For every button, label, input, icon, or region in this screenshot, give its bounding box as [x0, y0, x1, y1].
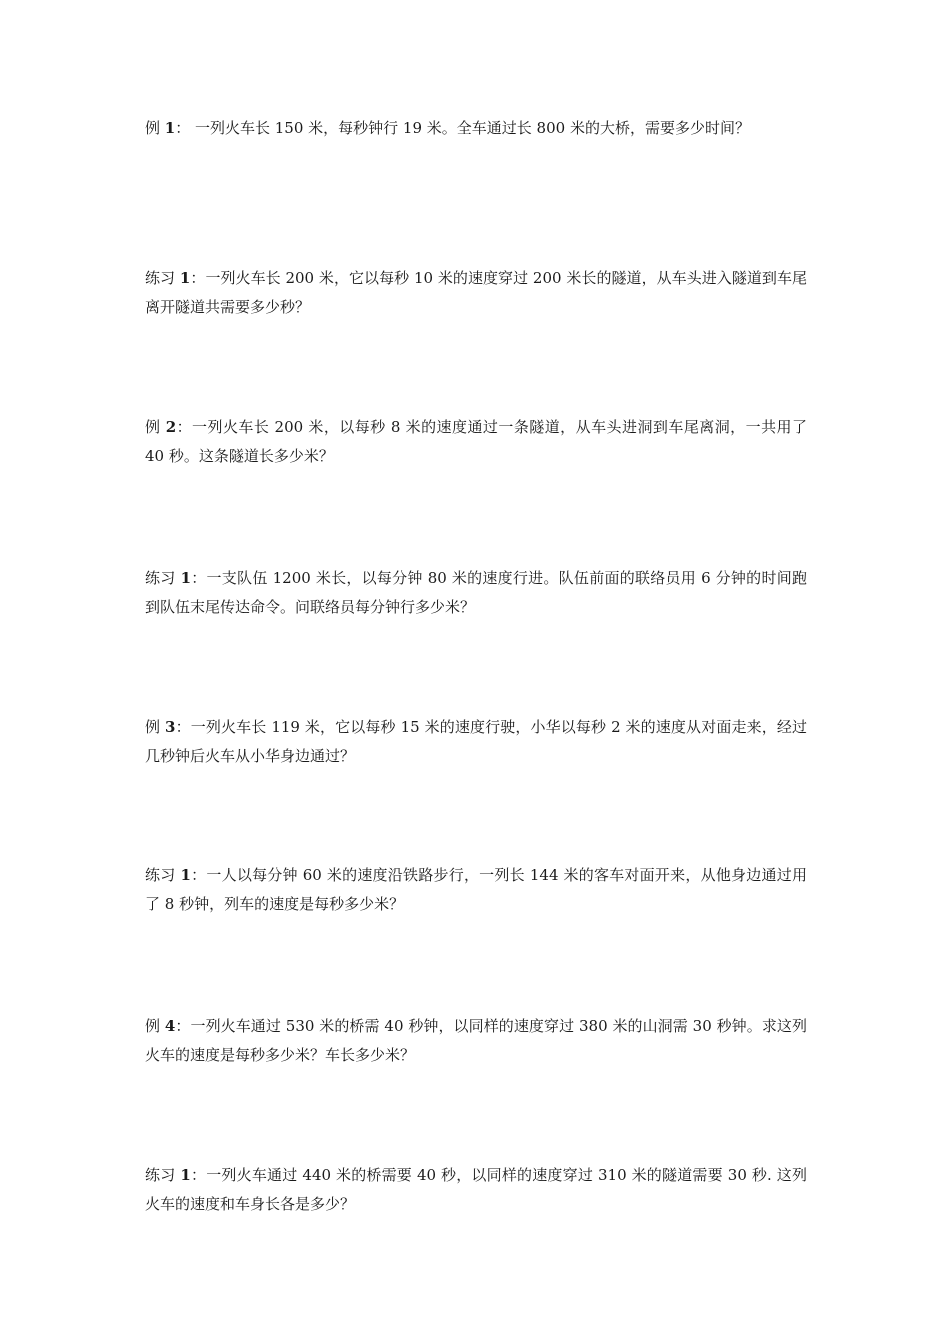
problem-practice-4 [145, 1161, 807, 1219]
problem-label: 练习 1： [145, 269, 206, 287]
problem-text: 一列火车长 150 米，每秒钟行 19 米。全车通过长 800 米的大桥，需要多少时间？ [195, 119, 750, 137]
problem-text: 一列火车通过 440 米的桥需要 40 秒，以同样的速度穿过 310 米的隧道需要 30 秒. 这列火车的速度和车身长各是多少？ [145, 1166, 807, 1213]
problem-text: 一列火车长 119 米，它以每秒 15 米的速度行驶，小华以每秒 2 米的速度从对面走来，经过几秒钟后火车从小华身边通过？ [145, 718, 807, 765]
problem-label: 例 1： [145, 119, 195, 137]
problem-text: 一支队伍 1200 米长，以每分钟 80 米的速度行进。队伍前面的联络员用 6 分钟的时间跑到队伍末尾传达命令。问联络员每分钟行多少米？ [145, 569, 807, 616]
problem-label: 练习 1： [145, 569, 207, 587]
problem-label: 练习 1： [145, 866, 207, 884]
problem-label: 例 4： [145, 1017, 191, 1035]
problem-example-3 [145, 713, 807, 771]
problem-example-2 [145, 413, 807, 471]
problem-text: 一列火车长 200 米，它以每秒 10 米的速度穿过 200 米长的隧道，从车头进入隧道到车尾离开隧道共需要多少秒？ [145, 269, 807, 316]
problem-example-4 [145, 1012, 807, 1070]
problem-text: 一列火车长 200 米，以每秒 8 米的速度通过一条隧道，从车头进洞到车尾离洞，一共用了 40 秒。这条隧道长多少米？ [145, 418, 807, 465]
problem-example-1 [145, 114, 807, 143]
problem-label: 例 2： [145, 418, 193, 436]
problem-label: 练习 1： [145, 1166, 207, 1184]
problem-practice-3 [145, 861, 807, 919]
problem-text: 一列火车通过 530 米的桥需 40 秒钟，以同样的速度穿过 380 米的山洞需 30 秒钟。求这列火车的速度是每秒多少米？车长多少米？ [145, 1017, 807, 1064]
problem-practice-2 [145, 564, 807, 622]
problem-text: 一人以每分钟 60 米的速度沿铁路步行，一列长 144 米的客车对面开来，从他身边通过用了 8 秒钟，列车的速度是每秒多少米？ [145, 866, 807, 913]
problem-label: 例 3： [145, 718, 191, 736]
problem-practice-1 [145, 264, 807, 322]
